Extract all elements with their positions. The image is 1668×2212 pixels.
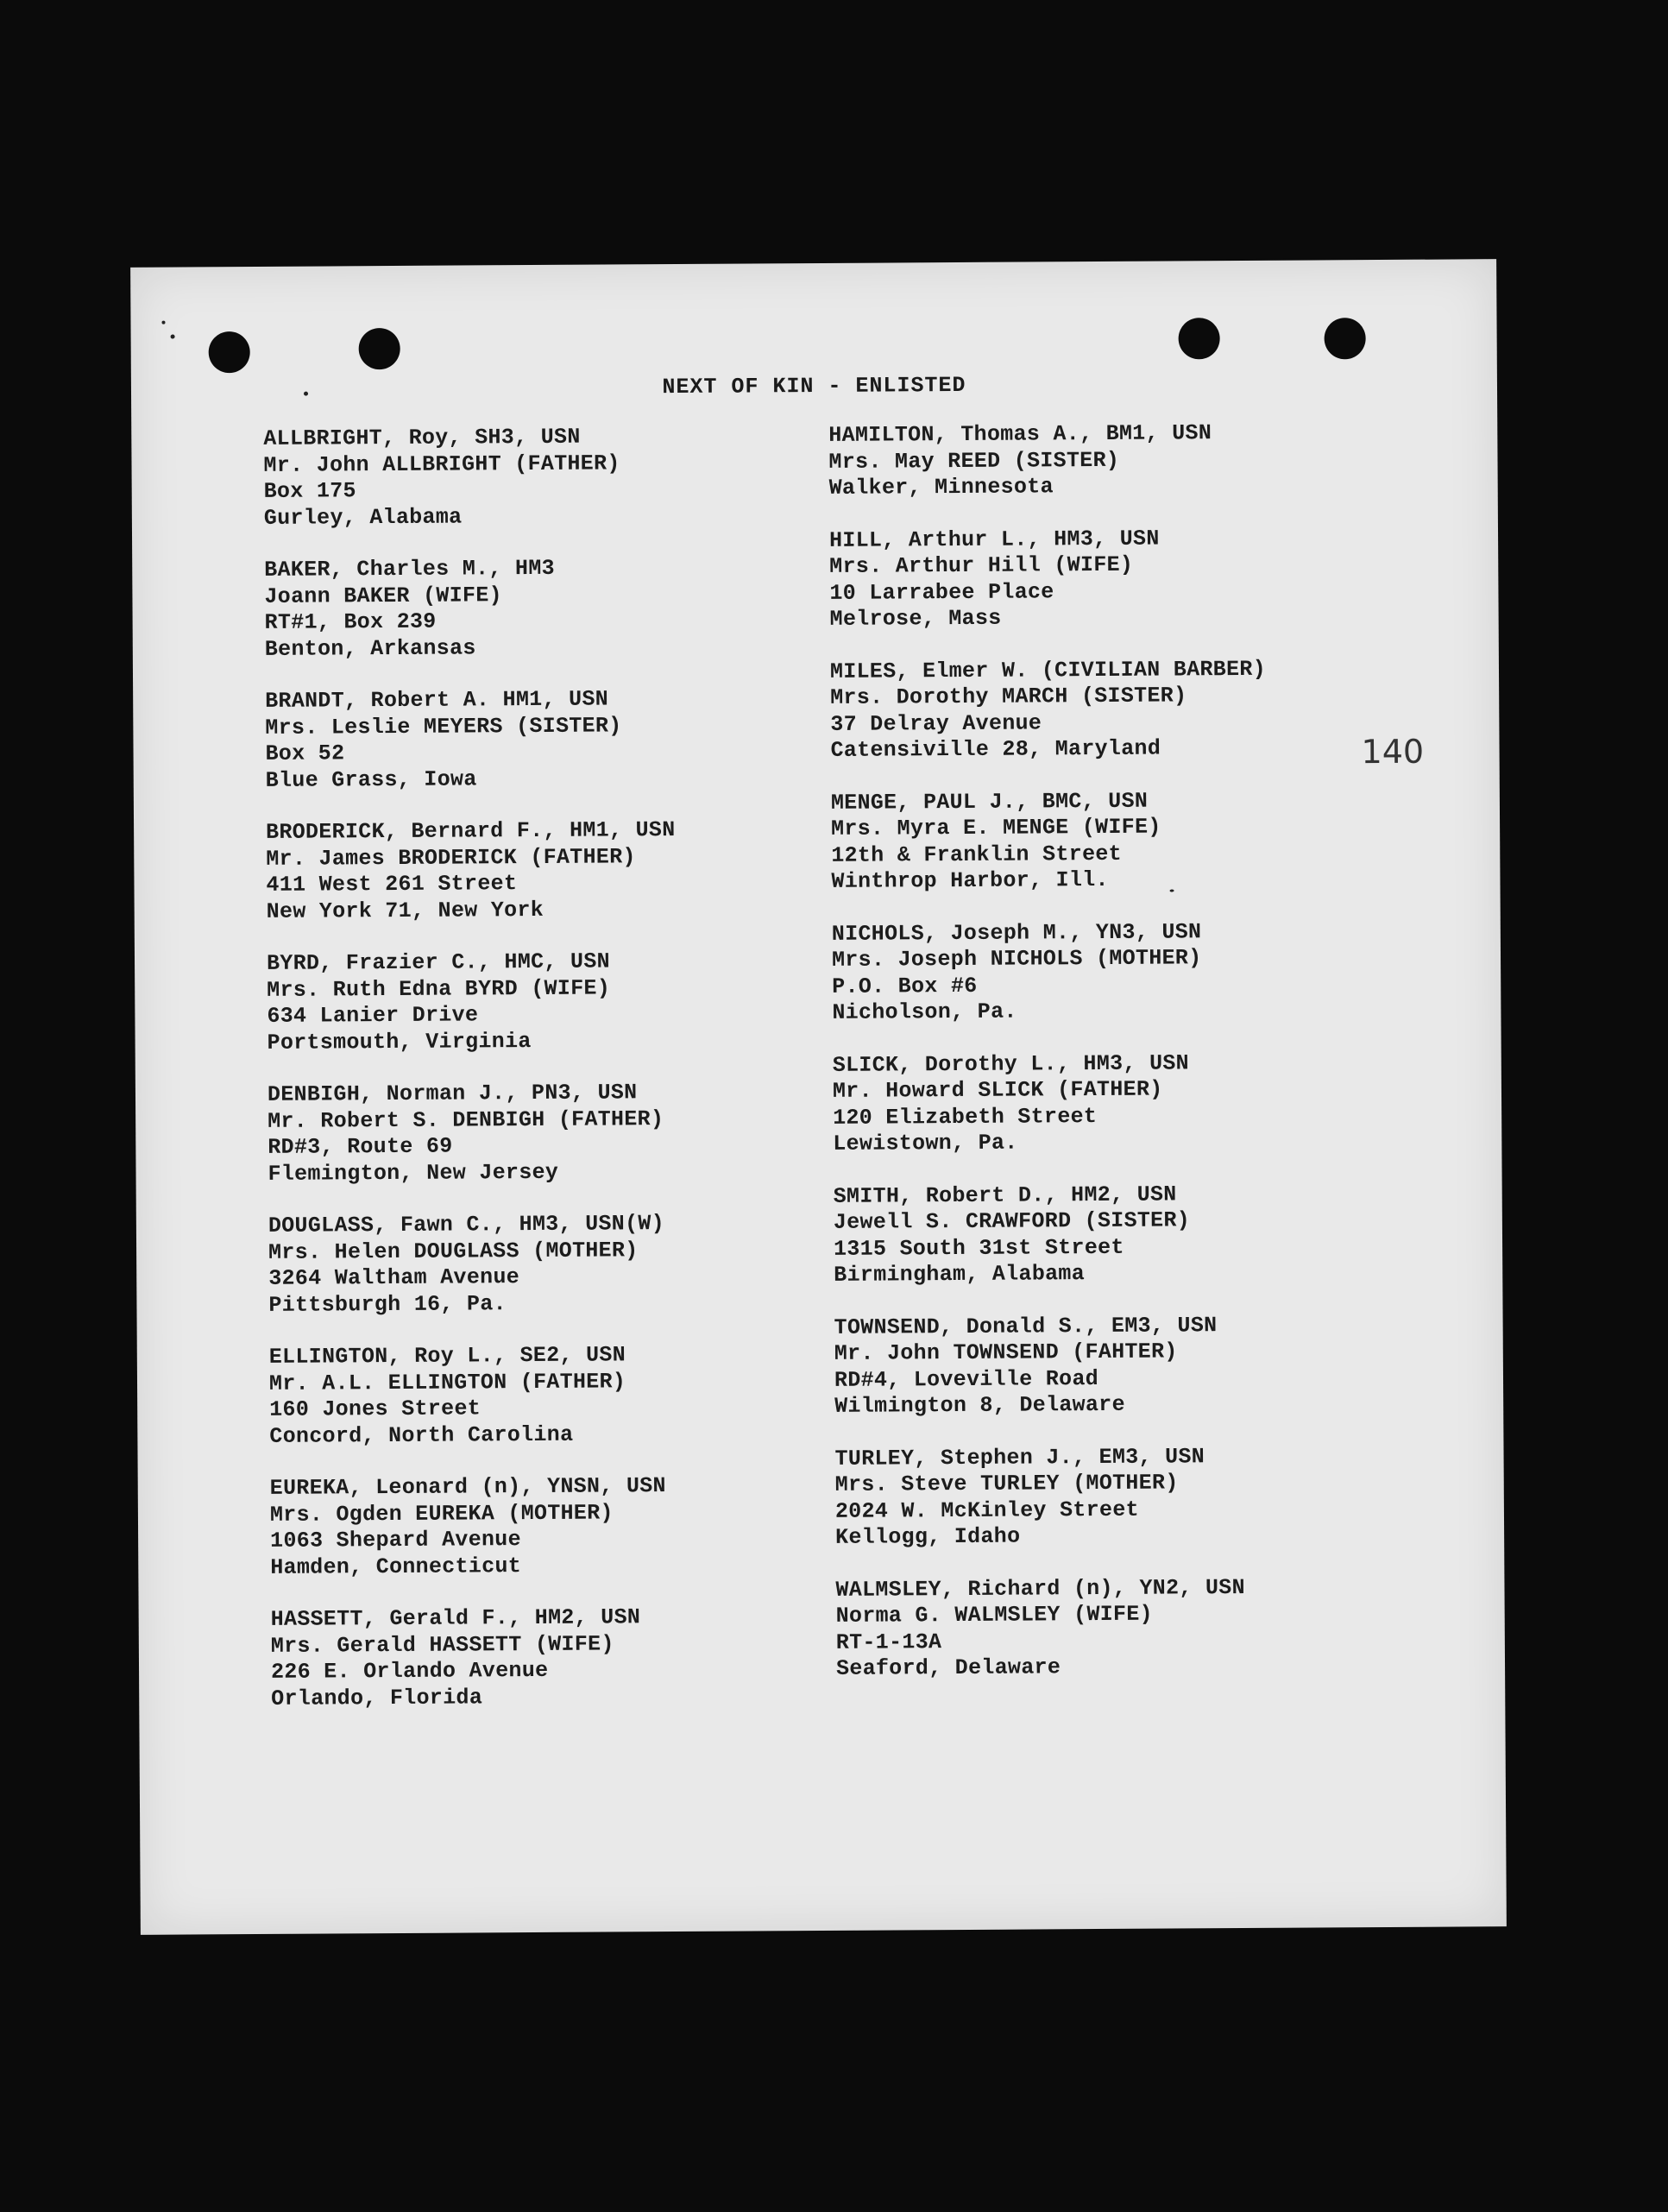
list-item [263,424,673,532]
list-item [265,686,675,794]
entry-city: Blue Grass, Iowa [265,766,477,793]
list-item [828,420,1265,502]
entry-address: RT#1, Box 239 [264,608,437,635]
entry-relative: Mrs. Ogden EUREKA (MOTHER) [269,1499,614,1528]
ink-speck [171,335,175,339]
entry-city: Wilmington 8, Delaware [834,1391,1125,1419]
ink-speck [161,321,165,325]
right-column [828,420,1272,1709]
entry-city: Flemington, New Jersey [268,1159,559,1187]
entry-name: ELLINGTON, Roy L., SE2, USN [268,1342,626,1370]
entry-address: 1315 South 31st Street [833,1234,1124,1262]
entry-address: 411 West 261 Street [266,871,518,898]
entry-address: RD#4, Loveville Road [834,1365,1099,1393]
page-number: 140 [1361,732,1425,772]
list-item [835,1574,1272,1682]
entry-address: RT-1-13A [835,1629,942,1655]
entry-name: BYRD, Frazier C., HMC, USN [266,948,610,976]
list-item [834,1181,1270,1289]
entry-address: 226 E. Orlando Avenue [270,1657,549,1685]
entry-address: 160 Jones Street [269,1396,482,1422]
entry-city: Portsmouth, Virginia [267,1028,532,1056]
entry-city: Melrose, Mass [829,605,1002,632]
entry-address: 634 Lanier Drive [267,1002,479,1029]
entry-name: BRODERICK, Bernard F., HM1, USN [266,817,676,845]
entry-relative: Mr. Robert S. DENBIGH (FATHER) [268,1106,664,1134]
entry-relative: Joann BAKER (WIFE) [264,582,502,609]
entry-name: DOUGLASS, Fawn C., HM3, USN(W) [268,1211,665,1238]
entry-address: 10 Larrabee Place [829,578,1054,606]
entry-relative: Jewell S. CRAWFORD (SISTER) [833,1207,1191,1235]
entry-relative: Mr. John TOWNSEND (FAHTER) [834,1339,1178,1366]
list-item [830,656,1267,764]
entry-relative: Mrs. Helen DOUGLASS (MOTHER) [268,1237,639,1265]
punch-hole [209,331,250,373]
entry-city: Birmingham, Alabama [834,1261,1086,1288]
entry-city: Winthrop Harbor, Ill. [831,867,1109,894]
entry-city: Walker, Minnesota [828,474,1054,501]
list-item [266,817,676,925]
list-item [269,1342,679,1450]
entry-relative: Mrs. Ruth Edna BYRD (WIFE) [267,974,611,1003]
entry-name: HASSETT, Gerald F., HM2, USN [270,1604,641,1632]
entry-address: 2024 W. McKinley Street [834,1497,1139,1524]
entry-address: 37 Delray Avenue [830,709,1042,737]
entry-city: Pittsburgh 16, Pa. [268,1290,507,1318]
entry-name: TURLEY, Stephen J., EM3, USN [834,1443,1205,1472]
entry-name: NICHOLS, Joseph M., YN3, USN [831,918,1202,947]
entry-city: Orlando, Florida [271,1684,483,1711]
list-item [271,1604,681,1712]
list-item [267,948,677,1056]
entry-name: MENGE, PAUL J., BMC, USN [830,788,1149,816]
list-item [270,1473,680,1581]
entry-relative: Mrs. Arthur Hill (WIFE) [829,551,1134,579]
entry-city: Kellogg, Idaho [835,1523,1021,1550]
entry-address: P.O. Box #6 [832,973,978,999]
entry-relative: Norma G. WALMSLEY (WIFE) [835,1601,1154,1629]
list-item [834,1312,1271,1420]
entry-address: RD#3, Route 69 [268,1133,453,1160]
entry-name: ALLBRIGHT, Roy, SH3, USN [263,424,581,451]
entry-relative: Mrs. Dorothy MARCH (SISTER) [830,683,1187,710]
entry-address: 120 Elizabeth Street [833,1103,1098,1131]
entry-address: Box 175 [263,478,356,504]
entry-relative: Mrs. Steve TURLEY (MOTHER) [834,1470,1179,1497]
punch-hole [359,328,400,369]
entry-address: 3264 Waltham Avenue [268,1264,520,1291]
entry-name: SMITH, Robert D., HM2, USN [833,1181,1177,1209]
document-title: NEXT OF KIN - ENLISTED [662,372,966,400]
entry-city: Catensiville 28, Maryland [830,735,1161,763]
list-item [833,1049,1269,1157]
entry-name: BRANDT, Robert A. HM1, USN [265,686,609,714]
entry-name: BAKER, Charles M., HM3 [264,555,555,583]
entry-address: Box 52 [265,740,345,766]
entry-city: Lewistown, Pa. [833,1130,1018,1156]
left-column [263,424,681,1738]
entry-city: Seaford, Delaware [835,1654,1061,1681]
list-item [268,1080,677,1188]
entry-city: New York 71, New York [266,897,544,924]
list-item [832,918,1268,1026]
entry-relative: Mrs. Gerald HASSETT (WIFE) [270,1630,614,1659]
punch-hole [1324,318,1365,359]
entry-relative: Mrs. Joseph NICHOLS (MOTHER) [831,945,1202,973]
entry-city: Concord, North Carolina [269,1421,574,1449]
list-item [264,555,674,663]
entry-name: SLICK, Dorothy L., HM3, USN [832,1049,1190,1078]
entry-city: Gurley, Alabama [263,504,463,531]
punch-hole [1178,318,1219,359]
entry-relative: Mr. James BRODERICK (FATHER) [266,843,636,872]
entry-relative: Mrs. Leslie MEYERS (SISTER) [265,712,622,740]
entry-address: 12th & Franklin Street [831,841,1123,868]
entry-relative: Mrs. May REED (SISTER) [828,447,1120,475]
list-item [829,525,1266,633]
entry-relative: Mr. Howard SLICK (FATHER) [832,1076,1163,1104]
entry-name: EUREKA, Leonard (n), YNSN, USN [269,1473,666,1501]
entry-name: MILES, Elmer W. (CIVILIAN BARBER) [829,656,1267,684]
entry-relative: Mr. John ALLBRIGHT (FATHER) [263,450,620,478]
entry-name: HILL, Arthur L., HM3, USN [828,526,1160,553]
document-page [130,259,1507,1935]
list-item [834,1443,1271,1551]
entry-city: Nicholson, Pa. [832,999,1017,1025]
entry-city: Benton, Arkansas [264,634,476,662]
entry-name: WALMSLEY, Richard (n), YN2, USN [835,1574,1245,1603]
entry-name: DENBIGH, Norman J., PN3, USN [267,1080,638,1107]
entry-relative: Mrs. Myra E. MENGE (WIFE) [831,814,1161,841]
list-item [268,1211,678,1319]
entry-name: HAMILTON, Thomas A., BM1, USN [828,420,1212,448]
list-item [831,787,1268,895]
entry-city: Hamden, Connecticut [270,1553,522,1580]
entry-address: 1063 Shepard Avenue [270,1527,521,1553]
entry-name: TOWNSEND, Donald S., EM3, USN [834,1312,1218,1340]
entry-relative: Mr. A.L. ELLINGTON (FATHER) [268,1368,626,1396]
